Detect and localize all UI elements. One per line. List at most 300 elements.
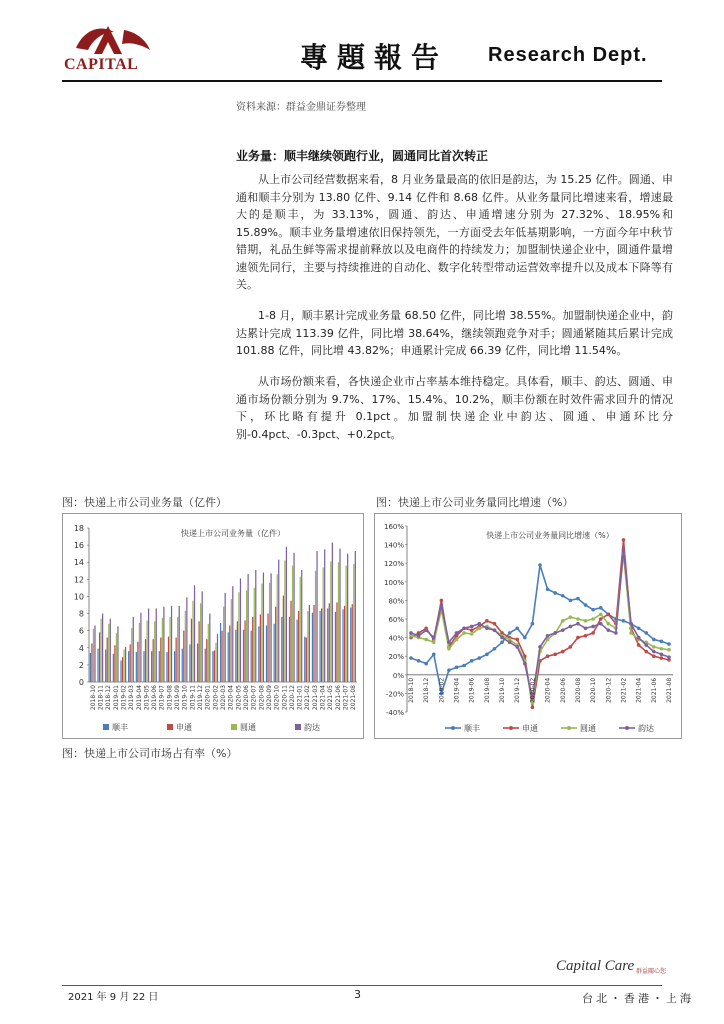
data-point (455, 638, 459, 642)
data-point (561, 619, 565, 623)
bar (335, 612, 336, 682)
bar (304, 637, 305, 682)
x-tick-label: 2020-08 (258, 685, 266, 711)
x-tick-label: 2021-06 (650, 677, 658, 703)
bar (171, 606, 172, 682)
bar (289, 617, 290, 682)
logo-text: CAPITAL (64, 56, 139, 73)
x-tick-label: 2021-05 (327, 685, 335, 711)
bar (321, 608, 322, 682)
data-point (485, 619, 489, 623)
page-number: 3 (354, 988, 361, 1001)
data-point (561, 650, 565, 654)
x-tick-label: 2019-01 (112, 685, 120, 711)
data-point (462, 627, 466, 631)
bar (140, 613, 141, 682)
bar (252, 617, 253, 682)
bar (243, 630, 244, 682)
data-point (515, 638, 519, 642)
bar (130, 644, 131, 682)
bar (179, 606, 180, 682)
x-tick-label: 2020-12 (288, 685, 296, 711)
y-tick-label: 60% (388, 616, 404, 624)
bar (202, 591, 203, 682)
data-point (591, 617, 595, 621)
bar (110, 619, 111, 682)
bar (220, 623, 221, 682)
bar (237, 621, 238, 682)
bar (306, 638, 307, 682)
x-tick-label: 2019-03 (128, 685, 136, 711)
volume-chart-frame (62, 513, 364, 739)
legend-swatch (295, 724, 301, 730)
bar (327, 608, 328, 682)
data-point (660, 640, 664, 644)
data-point (493, 622, 497, 626)
bar (292, 566, 293, 682)
x-tick-label: 2021-02 (620, 677, 628, 703)
data-point (477, 656, 481, 660)
data-point (515, 627, 519, 631)
bar (102, 614, 103, 682)
bar (283, 596, 284, 682)
data-point (652, 638, 656, 642)
data-point (591, 608, 595, 612)
data-point (569, 625, 573, 629)
series-line (411, 554, 669, 703)
data-point (591, 625, 595, 629)
bar (339, 549, 340, 682)
section-heading: 业务量：顺丰继续领跑行业，圆通同比首次转正 (236, 149, 489, 163)
bar (225, 593, 226, 682)
y-tick-label: 0 (78, 678, 84, 687)
bar (146, 620, 147, 682)
bar (323, 567, 324, 682)
bar (176, 638, 177, 682)
y-tick-label: 120% (383, 560, 404, 569)
data-point (569, 615, 573, 619)
bar (197, 644, 198, 683)
x-tick-label: 2021-06 (334, 685, 342, 711)
bar (232, 586, 233, 682)
x-tick-label: 2020-04 (227, 685, 235, 711)
bar (107, 638, 108, 682)
report-title: 專題報告 (300, 41, 449, 74)
bar (200, 603, 201, 682)
y-tick-label: 14 (73, 558, 84, 568)
data-point (477, 627, 481, 631)
bar (162, 618, 163, 682)
data-point (667, 655, 671, 659)
bar (137, 642, 138, 682)
data-point (584, 634, 588, 638)
x-tick-label: 2020-10 (590, 677, 598, 703)
data-point (462, 631, 466, 635)
bar (105, 649, 106, 682)
data-point (470, 628, 474, 632)
x-tick-label: 2020-10 (273, 685, 281, 711)
bar (160, 638, 161, 682)
data-point (493, 628, 497, 632)
bar (261, 584, 262, 682)
data-point (584, 627, 588, 631)
x-tick-label: 2019-09 (174, 685, 182, 711)
bar (93, 629, 94, 682)
bar (113, 654, 114, 682)
x-tick-label: 2018-12 (423, 677, 431, 703)
bar (148, 608, 149, 682)
paragraph-3: 从市场份额来看，各快递企业市占率基本维持稳定。具体看，顺丰、韵达、圆通、申通市场份额分别为 9.7%、17%、15.4%、10.2%，顺丰份额在时效件需求回升的情况下，环比略有提升 0.1pct。加盟制快递企业中韵达、圆通、申通环比分别-0.4pct、-0.3pct、+0.2pct。 (236, 375, 673, 441)
data-point (660, 653, 664, 657)
data-point (637, 627, 641, 631)
x-tick-label: 2021-08 (350, 685, 358, 711)
figure-caption-share: 图：快递上市公司市场占有率（%） (62, 747, 238, 760)
x-tick-label: 2020-06 (559, 677, 567, 703)
data-point (644, 631, 648, 635)
bar (316, 551, 317, 682)
x-tick-label: 2020-02 (529, 677, 537, 703)
bar (286, 547, 287, 682)
data-point (667, 648, 671, 652)
legend-marker (567, 726, 571, 730)
data-point (493, 647, 497, 651)
bar (284, 561, 285, 682)
x-tick-label: 2018-10 (89, 685, 97, 711)
bar (191, 619, 192, 682)
bar (266, 626, 267, 682)
data-point (538, 645, 542, 649)
x-tick-label: 2020-04 (544, 677, 552, 703)
x-tick-label: 2019-08 (483, 677, 491, 703)
bar (125, 647, 126, 682)
data-point (606, 628, 610, 632)
bar (254, 588, 255, 682)
x-tick-label: 2020-02 (212, 685, 220, 711)
x-tick-label: 2019-10 (181, 685, 189, 711)
x-tick-label: 2018-12 (105, 685, 113, 711)
legend-label: 韵达 (304, 723, 320, 732)
bar (114, 645, 115, 682)
data-point (470, 632, 474, 636)
bar (209, 614, 210, 682)
data-point (538, 563, 542, 567)
bar (182, 649, 183, 682)
bar (240, 578, 241, 682)
data-point (470, 625, 474, 629)
bar (186, 597, 187, 682)
chart-title: 快递上市公司业务量（亿件） (181, 529, 285, 538)
legend-label: 圆通 (240, 723, 256, 732)
bar (159, 651, 160, 682)
bar (229, 626, 230, 682)
bar (228, 632, 229, 682)
data-point (637, 636, 641, 640)
bar (270, 573, 271, 682)
x-tick-label: 2019-06 (151, 685, 159, 711)
bar (235, 630, 236, 682)
chart-title: 快递上市公司业务量同比增速（%） (486, 531, 614, 540)
bar (248, 574, 249, 682)
data-point (584, 603, 588, 607)
data-point (553, 631, 557, 635)
data-point (599, 622, 603, 626)
x-tick-label: 2019-08 (166, 685, 174, 711)
data-point (432, 653, 436, 657)
bar (330, 561, 331, 682)
bar (290, 601, 291, 682)
bar (91, 644, 92, 683)
bar (263, 572, 264, 682)
bar (293, 553, 294, 682)
bar (217, 634, 218, 682)
bar (94, 626, 95, 682)
y-tick-label: 160% (383, 523, 404, 531)
footer-date: 2021 年 9 月 22 日 (68, 992, 159, 1003)
legend-swatch (103, 724, 109, 730)
bar (163, 607, 164, 682)
data-point (644, 643, 648, 647)
x-tick-label: 2019-11 (189, 685, 197, 711)
source-note: 资料来源：群益金鼎证券整理 (236, 102, 366, 113)
data-point (417, 634, 421, 638)
bar (251, 631, 252, 682)
bar (183, 631, 184, 682)
data-point (546, 587, 550, 591)
y-tick-label: 2 (78, 660, 84, 670)
data-point (553, 653, 557, 657)
data-point (424, 638, 428, 642)
data-point (531, 706, 535, 710)
x-tick-label: 2020-09 (265, 685, 273, 711)
bar (319, 611, 320, 682)
bar (131, 628, 132, 682)
x-tick-label: 2019-06 (468, 677, 476, 703)
x-tick-label: 2020-08 (574, 677, 582, 703)
bar (260, 614, 261, 682)
data-point (508, 640, 512, 644)
data-point (622, 538, 626, 542)
data-point (606, 613, 610, 617)
bar (297, 620, 298, 682)
data-point (447, 647, 451, 651)
bar (133, 617, 134, 682)
data-point (447, 668, 451, 672)
bar (353, 564, 354, 682)
legend-label: 韵达 (638, 724, 654, 733)
y-tick-label: 100% (383, 578, 404, 587)
bar (97, 649, 98, 682)
data-point (652, 650, 656, 654)
data-point (440, 599, 444, 603)
data-point (561, 594, 565, 598)
capital-care-brand: Capital Care (556, 958, 635, 974)
x-tick-label: 2020-12 (605, 677, 613, 703)
x-tick-label: 2021-07 (342, 685, 350, 711)
bar (355, 551, 356, 682)
data-point (485, 653, 489, 657)
bar (313, 605, 314, 682)
data-point (576, 636, 580, 640)
data-point (576, 622, 580, 626)
bar (277, 574, 278, 682)
bar (350, 608, 351, 682)
data-point (424, 662, 428, 666)
data-point (569, 599, 573, 603)
data-point (569, 645, 573, 649)
bar (90, 653, 91, 682)
data-point (477, 622, 481, 626)
data-point (409, 656, 413, 660)
bar (198, 621, 199, 682)
bar (255, 570, 256, 682)
bar (315, 571, 316, 682)
data-point (637, 643, 641, 647)
data-point (455, 631, 459, 635)
bar (347, 554, 348, 682)
bar (174, 651, 175, 682)
data-point (500, 636, 504, 640)
bar (99, 632, 100, 682)
y-tick-label: -40% (385, 709, 404, 717)
data-point (553, 591, 557, 595)
bar (275, 607, 276, 682)
data-point (576, 597, 580, 601)
bar (281, 617, 282, 682)
y-tick-label: 12 (73, 575, 84, 585)
bar (208, 624, 209, 682)
bar (166, 652, 167, 682)
data-point (523, 662, 527, 666)
legend-label: 申通 (176, 723, 192, 732)
bar (206, 639, 207, 682)
bar (231, 599, 232, 682)
bar (312, 613, 313, 682)
figure-caption-volume: 图：快递上市公司业务量（亿件） (62, 496, 227, 509)
data-point (409, 631, 413, 635)
growth-line-chart (375, 514, 681, 738)
legend-swatch (167, 724, 173, 730)
bar (177, 617, 178, 682)
bar (300, 577, 301, 682)
data-point (599, 617, 603, 621)
data-point (591, 631, 595, 635)
bar (154, 621, 155, 682)
y-tick-label: -20% (385, 690, 404, 699)
bar (145, 639, 146, 682)
data-point (644, 650, 648, 654)
data-point (652, 654, 656, 658)
legend-label: 顺丰 (464, 724, 480, 733)
data-point (629, 622, 633, 626)
x-tick-label: 2018-10 (408, 677, 415, 703)
header-divider (62, 80, 662, 82)
bar (329, 603, 330, 682)
bar (205, 649, 206, 682)
bar (153, 639, 154, 682)
legend-marker (625, 726, 629, 730)
legend-marker (451, 726, 455, 730)
bar (168, 637, 169, 682)
volume-bar-chart (63, 514, 363, 738)
data-point (500, 640, 504, 644)
y-tick-label: 20% (388, 653, 404, 662)
bar (307, 611, 308, 682)
legend-swatch (231, 724, 237, 730)
x-tick-label: 2019-07 (158, 685, 166, 711)
y-tick-label: 4 (78, 643, 84, 653)
x-tick-label: 2019-05 (143, 685, 151, 711)
x-tick-label: 2020-07 (250, 685, 258, 711)
data-point (652, 645, 656, 649)
growth-chart-frame (374, 513, 682, 739)
y-tick-label: 0% (392, 671, 404, 680)
bar (192, 601, 193, 682)
x-tick-label: 2021-04 (635, 677, 643, 703)
bar (267, 614, 268, 682)
y-tick-label: 6 (78, 626, 84, 636)
x-tick-label: 2019-02 (438, 677, 446, 703)
x-tick-label: 2021-04 (319, 685, 327, 711)
data-point (432, 640, 436, 644)
bar (298, 611, 299, 682)
data-point (546, 654, 550, 658)
paragraph-2: 1-8 月，顺丰累计完成业务量 68.50 亿件，同比增 38.55%。加盟制快递企业中，韵达累计完成 113.39 亿件，同比增 38.64%，继续领跑竞争对手；圆通紧随其后累计完成 101.88 亿件，同比增 43.82%；申通累计完成 66.39 亿件，同比增 11.54%。 (236, 309, 673, 357)
x-tick-label: 2019-12 (197, 685, 205, 711)
bar (278, 560, 279, 682)
data-point (508, 631, 512, 635)
bar (185, 611, 186, 682)
bar (269, 583, 270, 682)
data-point (531, 622, 535, 626)
x-tick-label: 2020-03 (220, 685, 227, 711)
x-tick-label: 2019-12 (514, 677, 522, 703)
bar (136, 652, 137, 682)
data-point (455, 666, 459, 670)
data-point (660, 647, 664, 651)
research-dept-label: Research Dept. (488, 44, 648, 66)
bar (336, 602, 337, 682)
bar (122, 657, 123, 682)
data-point (417, 659, 421, 663)
x-tick-label: 2019-04 (135, 685, 143, 711)
bar (212, 651, 213, 682)
x-tick-label: 2021-02 (304, 685, 312, 711)
bar (156, 608, 157, 682)
bar (324, 549, 325, 682)
bar (274, 624, 275, 682)
data-point (546, 634, 550, 638)
figure-caption-growth: 图：快递上市公司业务量同比增速（%） (376, 496, 574, 509)
bar (151, 651, 152, 682)
data-point (622, 547, 626, 551)
x-tick-label: 2020-06 (242, 685, 250, 711)
footer-divider (62, 985, 662, 986)
bar (244, 620, 245, 682)
data-point (424, 628, 428, 632)
x-tick-label: 2021-08 (666, 677, 673, 703)
bar (214, 650, 215, 682)
y-tick-label: 10 (73, 592, 84, 602)
bar (338, 562, 339, 682)
bar (194, 585, 195, 682)
x-tick-label: 2020-11 (281, 685, 289, 711)
capital-care-tagline: 群益關心您 (636, 968, 667, 975)
data-point (561, 628, 565, 632)
data-point (462, 664, 466, 668)
data-point (432, 636, 436, 640)
data-point (584, 619, 588, 623)
y-tick-label: 40% (388, 634, 404, 643)
